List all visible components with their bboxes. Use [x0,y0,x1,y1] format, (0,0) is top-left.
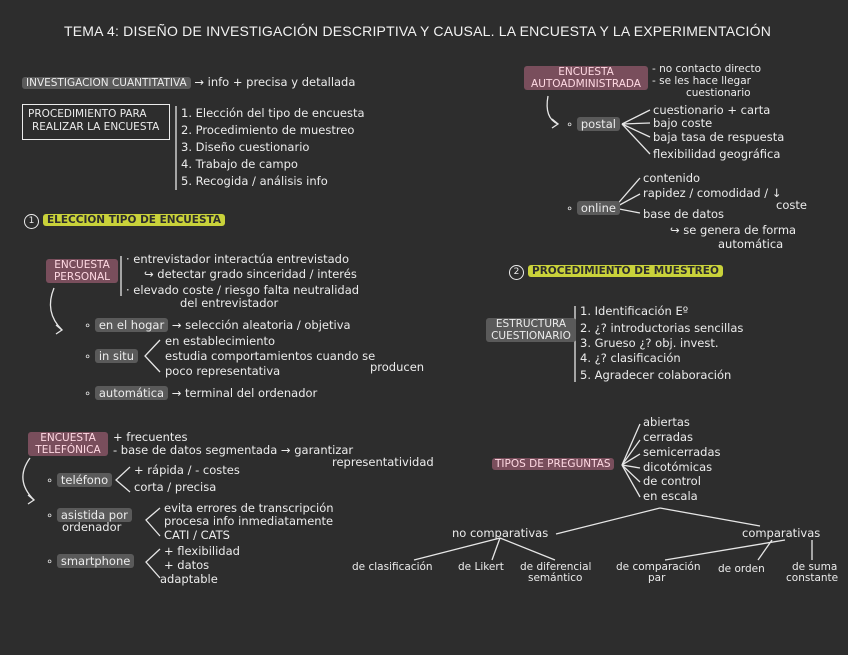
hogar-row: ∘ en el hogar → selección aleatoria / objetiva [84,318,351,332]
tipos-item: dicotómicas [643,460,713,474]
personal-point: · elevado coste / riesgo falta neutralidad [126,283,360,297]
section2-heading [509,264,723,280]
postal-item: flexibilidad geográfica [653,147,781,161]
comp-child: constante [786,572,839,584]
postal-item: bajo coste [653,116,713,130]
asistida-desc: CATI / CATS [164,528,230,542]
insitu-row: ∘ in situ [84,350,138,363]
insitu-desc: en establecimiento [165,334,276,348]
asistida-row: ∘ asistida por [46,509,132,522]
hogar-desc: → selección aleatoria / objetiva [171,318,351,332]
no-comp-child: de Likert [458,561,504,573]
encuesta-personal-label-2: PERSONAL [53,271,111,284]
no-comparativas: no comparativas [452,526,549,540]
section1-number: 1 [24,214,39,229]
tipos-item: abiertas [643,415,690,429]
investigacion-label: INVESTIGACION CUANTITATIVA [22,77,191,89]
insitu-desc: poco representativa [165,364,281,378]
online-item: rapidez / comodidad / ↓ [643,186,782,200]
online-item: contenido [643,171,701,185]
postal-row: ∘ postal [566,118,620,131]
asistida-label-2: ordenador [62,520,122,534]
investigacion-row [22,76,355,89]
personal-point: del entrevistador [180,296,279,310]
no-comp-child: de clasificación [352,561,433,573]
telefono-desc: + rápida / - costes [134,463,240,477]
procedimiento-step: 2. Procedimiento de muestreo [181,123,355,137]
encuesta-telefonica-label-2: TELEFÓNICA [35,444,101,457]
encuesta-personal-label-1: ENCUESTA [54,259,110,271]
encuesta-telefonica-label-1: ENCUESTA [40,432,96,444]
tipos-item: semicerradas [643,445,721,459]
procedimiento-step: 3. Diseño cuestionario [181,140,310,154]
section1-heading [24,213,225,229]
asistida-desc: procesa info inmediatamente [164,514,334,528]
insitu-label: in situ [95,349,138,363]
comp-child: par [648,572,666,584]
autoadmin-note: - se les hace llegar [652,75,751,87]
tipos-item: cerradas [643,430,694,444]
insitu-desc: producen [370,360,425,374]
procedimiento-step: 5. Recogida / análisis info [181,174,328,188]
estructura-label-2: CUESTIONARIO [491,330,571,343]
estructura-item: 3. Grueso ¿? obj. invest. [580,336,719,350]
procedimiento-step: 4. Trabajo de campo [181,157,298,171]
online-label: online [577,201,620,215]
online-coste: coste [776,198,807,212]
asistida-label-1: asistida por [57,508,132,522]
telefono-row: ∘ teléfono [46,474,112,487]
telefonica-point: - base de datos segmentada → garantizar [113,443,354,457]
personal-point: · entrevistador interactúa entrevistado [126,252,349,266]
postal-item: baja tasa de respuesta [653,130,785,144]
comp-child: de suma [792,561,838,573]
procedimiento-label-1: PROCEDIMIENTO PARA [28,108,147,120]
no-comp-child: semántico [528,572,583,584]
section1-title: ELECCION TIPO DE ENCUESTA [43,214,225,226]
telefono-label: teléfono [57,473,112,487]
tipos-item: en escala [643,489,698,503]
estructura-label [486,318,576,342]
estructura-label-1: ESTRUCTURA [495,318,567,330]
procedimiento-label-2: REALIZAR LA ENCUESTA [32,121,160,133]
investigacion-desc: → info + precisa y detallada [194,75,356,89]
comp-child: de orden [718,563,765,575]
encuesta-autoadmin-label-2: AUTOADMINISTRADA [531,78,641,91]
autoadmin-note: cuestionario [686,87,751,99]
smartphone-desc: + flexibilidad [164,544,240,558]
automatica-desc: → terminal del ordenador [171,386,318,400]
estructura-item: 4. ¿? clasificación [580,351,681,365]
smartphone-label: smartphone [57,554,134,568]
asistida-desc: evita errores de transcripción [164,501,334,515]
smartphone-desc: + datos [164,558,210,572]
online-gen: ↪ se genera de forma [670,223,797,237]
online-item: base de datos [643,207,724,221]
comparativas: comparativas [742,526,821,540]
autoadmin-note: - no contacto directo [652,63,762,75]
online-gen: automática [718,237,784,251]
insitu-desc: estudia comportamientos cuando se [165,349,376,363]
encuesta-telefonica-label [28,432,108,456]
estructura-item: 1. Identificación Eº [580,304,689,318]
telefonica-point: + frecuentes [113,430,188,444]
telefonica-point: representatividad [332,455,434,469]
personal-point: ↪ detectar grado sinceridad / interés [144,267,357,281]
online-row: ∘ online [566,202,620,215]
no-comp-child: de diferencial [520,561,592,573]
page-title: TEMA 4: DISEÑO DE INVESTIGACIÓN DESCRIPTIVA Y CAUSAL. LA ENCUESTA Y LA EXPERIMENTACIÓN [64,23,772,39]
encuesta-autoadmin-label [524,66,648,90]
postal-item: cuestionario + carta [653,103,771,117]
tipos-item: de control [643,474,701,488]
comp-child: de comparación [616,561,701,573]
section2-number: 2 [509,265,524,280]
procedimiento-box [22,104,170,140]
encuesta-autoadmin-label-1: ENCUESTA [558,66,614,78]
automatica-row: ∘ automática → terminal del ordenador [84,386,318,400]
hogar-label: en el hogar [95,318,168,332]
smartphone-desc: adaptable [160,572,218,586]
automatica-label: automática [95,386,168,400]
procedimiento-step: 1. Elección del tipo de encuesta [181,106,365,120]
estructura-item: 5. Agradecer colaboración [580,368,732,382]
smartphone-row: ∘ smartphone [46,555,134,568]
encuesta-personal-label [46,259,118,283]
section2-title: PROCEDIMIENTO DE MUESTREO [528,265,723,277]
telefono-desc: corta / precisa [134,480,217,494]
estructura-item: 2. ¿? introductorias sencillas [580,321,744,335]
postal-label: postal [577,117,620,131]
tipos-label: TIPOS DE PREGUNTAS [492,458,614,470]
